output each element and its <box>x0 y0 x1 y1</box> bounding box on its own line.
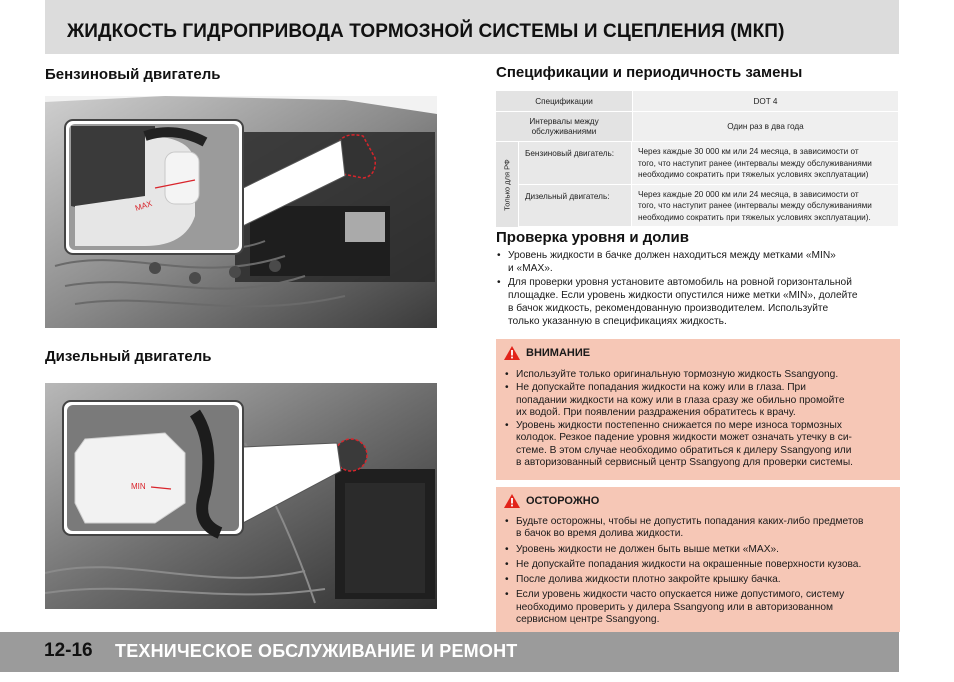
specs-heading: Спецификации и периодичность замены <box>496 64 803 81</box>
list-item: • Уровень жидкости постепенно снижается по мере износа тормозных колодок. Резкое падение уровня жидкости может означать утечку в си- стеме. В этом случае необходимо обратиться к дилеру Ssangyong или в авторизованный сервисный центр Ssangyong для проверки системы. <box>504 420 894 469</box>
warning-box <box>496 339 900 480</box>
check-level-heading: Проверка уровня и долив <box>496 229 689 246</box>
spec-value: DOT 4 <box>633 91 898 111</box>
spec-row-diesel <box>519 185 898 228</box>
spec-sub-label: Дизельный двигатель: <box>519 185 632 227</box>
list-item: • Если уровень жидкости часто опускается ниже допустимого, систему необходимо проверить у дилера Ssangyong или в авторизованном сервисном центре Ssangyong. <box>504 589 894 626</box>
warning-triangle-icon <box>504 494 520 508</box>
diesel-engine-photo <box>45 383 437 609</box>
page-number: 12-16 <box>44 640 93 661</box>
chapter-title: ТЕХНИЧЕСКОЕ ОБСЛУЖИВАНИЕ И РЕМОНТ <box>115 641 518 661</box>
spec-label: Спецификации <box>496 91 633 111</box>
page-title: ЖИДКОСТЬ ГИДРОПРИВОДА ТОРМОЗНОЙ СИСТЕМЫ И СЦЕПЛЕНИЯ (МКП) <box>67 21 785 42</box>
spec-rf-section <box>496 142 898 227</box>
list-item: • Используйте только оригинальную тормозную жидкость Ssangyong. <box>504 369 894 381</box>
spec-row-interval <box>496 112 898 142</box>
caution-box <box>496 487 900 632</box>
spec-sub-text: Через каждые 30 000 км или 24 месяца, в зависимости от того, что наступит ранее (интервалы между обслуживаниями необходимо сократить при тяжелых условиях эксплуатации) <box>632 142 898 184</box>
list-item: • Уровень жидкости в бачке должен находиться между метками «MIN» и «MAX». <box>496 249 900 275</box>
list-item: • После долива жидкости плотно закройте крышку бачка. <box>504 574 894 586</box>
title-bar <box>45 0 899 54</box>
spec-sub-text: Через каждые 20 000 км или 24 месяца, в зависимости от того, что наступит ранее (интервалы между обслуживаниями необходимо сократить при тяжелых условиях эксплуатации). <box>632 185 898 227</box>
list-item: • Не допускайте попадания жидкости на кожу или в глаза. При попадании жидкости на кожу или в глаза сразу же обильно промойте их водой. При появлении раздражения обратитесь к врачу. <box>504 382 894 419</box>
spec-label: Интервалы между обслуживаниями <box>496 112 633 141</box>
list-item: • Будьте осторожны, чтобы не допустить попадания каких-либо предметов в бачок во время долива жидкости. <box>504 516 894 541</box>
petrol-engine-photo <box>45 96 437 328</box>
warning-list <box>504 369 894 470</box>
spec-value: Один раз в два года <box>633 112 898 141</box>
warning-header <box>504 346 590 360</box>
spec-row-specification <box>496 91 898 112</box>
rf-only-label: Только для РФ <box>496 142 519 227</box>
spec-table <box>496 91 898 227</box>
footer-bar <box>0 632 899 672</box>
caution-header <box>504 494 599 508</box>
caution-title: ОСТОРОЖНО <box>526 495 600 507</box>
diesel-engine-heading: Дизельный двигатель <box>45 348 212 365</box>
list-item: • Не допускайте попадания жидкости на окрашенные поверхности кузова. <box>504 559 894 571</box>
petrol-engine-heading: Бензиновый двигатель <box>45 66 221 83</box>
min-label: MIN <box>131 482 146 491</box>
spec-row-petrol <box>519 142 898 185</box>
caution-list <box>504 516 894 629</box>
warning-triangle-icon <box>504 346 520 360</box>
list-item: • Для проверки уровня установите автомобиль на ровной горизонтальной площадке. Если уровень жидкости опустился ниже метки «MIN», долейте в бачок жидкость, рекомендованную производителем. Используйте только указанную в спецификациях жидкость. <box>496 276 900 328</box>
spec-sub-label: Бензиновый двигатель: <box>519 142 632 184</box>
check-level-list <box>496 249 900 329</box>
max-label: MAX <box>133 198 154 213</box>
list-item: • Уровень жидкости не должен быть выше метки «MAX». <box>504 544 894 556</box>
warning-title: ВНИМАНИЕ <box>526 347 591 359</box>
